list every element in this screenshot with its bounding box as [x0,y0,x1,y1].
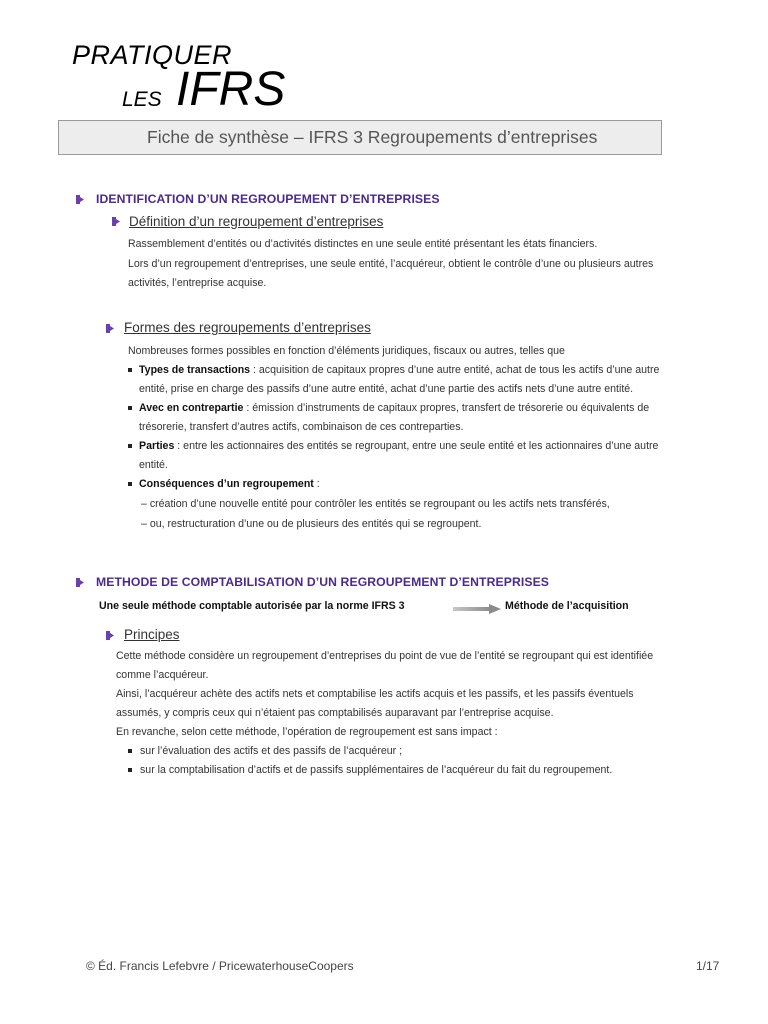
section2-heading: METHODE DE COMPTABILISATION D’UN REGROUPEMENT D’ENTREPRISES [96,575,550,589]
principles-line: Cette méthode considère un regroupement d’entreprises du point de vue de l’entité se regroupant qui est identifiée [116,650,654,662]
purple-pointer-icon [112,217,120,226]
definition-line: Rassemblement d’entités ou d’activités distinctes en une seule entité présentant les états financiers. [128,238,598,250]
square-bullet-icon [128,482,132,486]
subsection-principles-heading: Principes [124,627,180,642]
definition-line: Lors d’un regroupement d’entreprises, une seule entité, l’acquéreur, obtient le contrôle d’une ou plusieurs autres [128,258,654,270]
title-banner [58,120,662,155]
principles-line: En revanche, selon cette méthode, l’opération de regroupement est sans impact : [116,726,498,738]
list-item: sur la comptabilisation d’actifs et de passifs supplémentaires de l’acquéreur du fait du regroupement. [140,764,613,776]
list-item-continuation: entité, prise en charge des passifs d’une autre entité, achat d’une partie des actifs nets d’une autre entité. [139,383,634,395]
footer-copyright: © Éd. Francis Lefebvre / PricewaterhouseCoopers [86,959,354,973]
principles-line: Ainsi, l’acquéreur achète des actifs nets et comptabilise les actifs acquis et les passifs, et les passifs éventuels [116,688,634,700]
list-item: Avec en contrepartie : émission d’instruments de capitaux propres, transfert de trésorerie ou équivalents de [139,402,650,414]
logo-line2: LES [122,88,162,111]
square-bullet-icon [128,444,132,448]
method-name: Méthode de l’acquisition [505,600,629,612]
logo-line1: PRATIQUER [72,40,233,70]
subsection-forms-heading: Formes des regroupements d’entreprises [124,320,371,335]
forms-intro: Nombreuses formes possibles en fonction d’éléments juridiques, fiscaux ou autres, telles que [128,345,565,357]
list-item-continuation: entité. [139,459,168,471]
definition-line: activités, l’entreprise acquise. [128,277,267,289]
principles-line: comme l’acquéreur. [116,669,209,681]
subsection-definition-heading: Définition d’un regroupement d’entreprises [129,214,384,229]
dash-item: – ou, restructuration d’une ou de plusieurs des entités qui se regroupent. [141,518,482,530]
logo-line3: IFRS [176,63,286,116]
list-item: Types de transactions : acquisition de capitaux propres d’une autre entité, achat de tous les actifs d’une autre [139,364,660,376]
section1-heading: IDENTIFICATION D’UN REGROUPEMENT D’ENTREPRISES [96,192,440,206]
list-item: Parties : entre les actionnaires des entités se regroupant, entre une seule entité et les actionnaires d’une autre [139,440,659,452]
list-item-continuation: trésorerie, transfert d’autres actifs, combinaison de ces contreparties. [139,421,464,433]
purple-pointer-icon [106,324,114,333]
square-bullet-icon [128,368,132,372]
principles-line: assumés, y compris ceux qui n’étaient pas comptabilisés auparavant par l’entreprise acquise. [116,707,554,719]
list-item: sur l’évaluation des actifs et des passifs de l’acquéreur ; [140,745,403,757]
square-bullet-icon [128,749,132,753]
method-statement: Une seule méthode comptable autorisée par la norme IFRS 3 [99,600,405,612]
page-title: Fiche de synthèse – IFRS 3 Regroupements d’entreprises [147,127,598,147]
dash-item: – création d’une nouvelle entité pour contrôler les entités se regroupant ou les actifs nets transférés, [141,498,610,510]
page-number: 1/17 [696,959,720,973]
purple-pointer-icon [76,195,84,204]
purple-pointer-icon [76,578,84,587]
square-bullet-icon [128,768,132,772]
purple-pointer-icon [106,631,114,640]
square-bullet-icon [128,406,132,410]
list-item: Conséquences d’un regroupement : [139,478,320,490]
right-arrow-icon [451,604,501,614]
